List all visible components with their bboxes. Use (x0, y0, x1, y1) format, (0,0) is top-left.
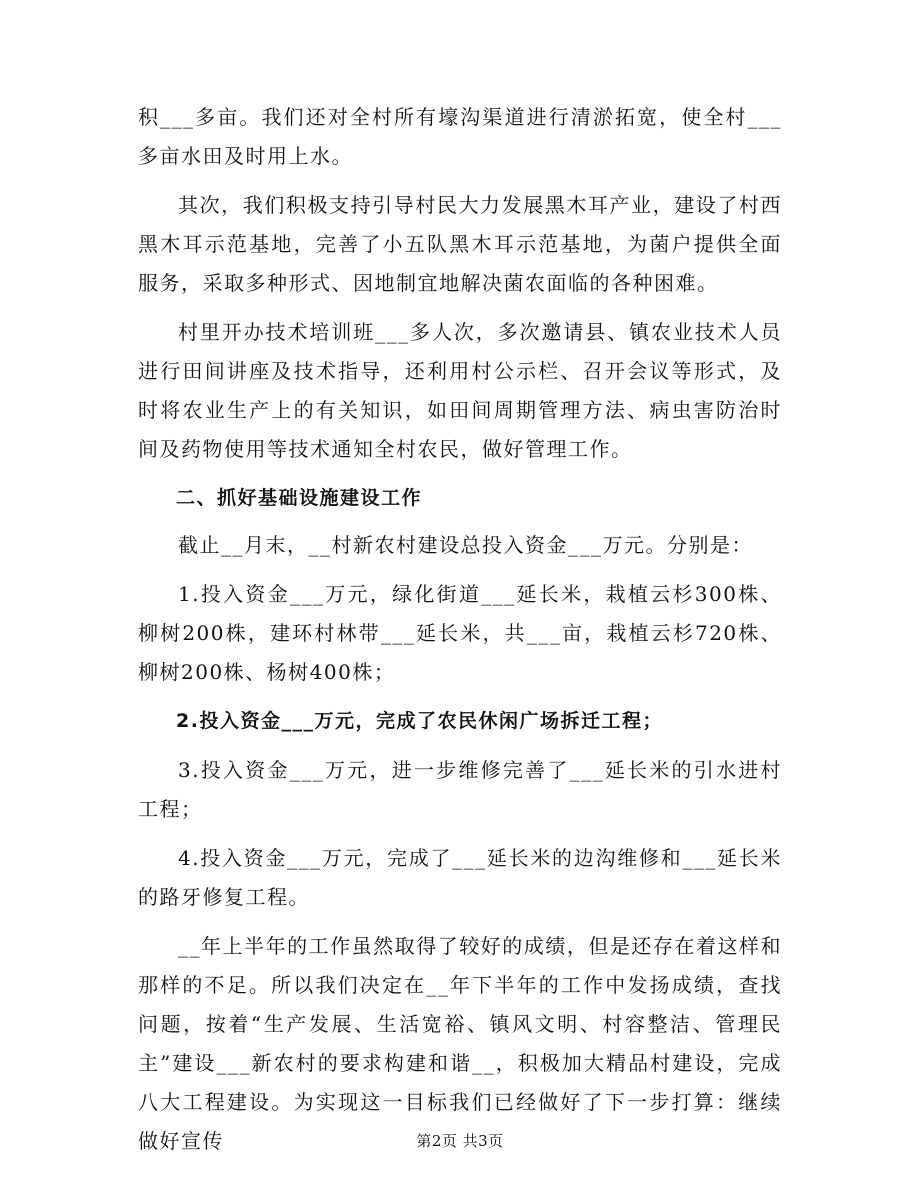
paragraph-2: 其次，我们积极支持引导村民大力发展黑木耳产业，建设了村西黑木耳示范基地，完善了小五队黑木耳示范基地，为菌户提供全面服务，采取多种形式、因地制宜地解决菌农面临的各种困难。 (138, 193, 782, 295)
list-item-2: 2.投入资金___万元，完成了农民休闲广场拆迁工程； (176, 710, 663, 732)
paragraph-1: 积___多亩。我们还对全村所有壕沟渠道进行清淤拓宽，使全村___多亩水田及时用上水。 (138, 105, 782, 168)
list-item-1: 1.投入资金___万元，绿化街道___延长米，栽植云杉300株、柳树200株，建环村林带___延长米，共___亩，栽植云杉720株、柳树200株、杨树400株； (138, 582, 782, 684)
list-item-4: 4.投入资金___万元，完成了___延长米的边沟维修和___延长米的路牙修复工程。 (138, 846, 782, 909)
list-item-3: 3.投入资金___万元，进一步维修完善了___延长米的引水进村工程； (138, 758, 782, 821)
page-number-footer: 第2页 共3页 (416, 1132, 504, 1150)
paragraph-summary: __年上半年的工作虽然取得了较好的成绩，但是还存在着这样和那样的不足。所以我们决定在__年下半年的工作中发扬成绩，查找问题，按着“生产发展、生活宽裕、镇风文明、村容整洁、管理民主”建设___新农村的要求构建和谐__，积极加大精品村建设，完成八大工程建设。为实现这一目标我们已经做好了下一步打算：继续做好宣传 (138, 934, 782, 1153)
document-body (138, 98, 782, 1171)
paragraph-3: 村里开办技术培训班___多人次，多次邀请县、镇农业技术人员进行田间讲座及技术指导，还利用村公示栏、召开会议等形式，及时将农业生产上的有关知识，如田间周期管理方法、病虫害防治时间及药物使用等技术通知全村农民，做好管理工作。 (138, 320, 782, 461)
paragraph-investment-summary: 截止__月末，__村新农村建设总投入资金___万元。分别是： (178, 533, 753, 557)
section-heading: 二、抓好基础设施建设工作 (176, 487, 423, 509)
